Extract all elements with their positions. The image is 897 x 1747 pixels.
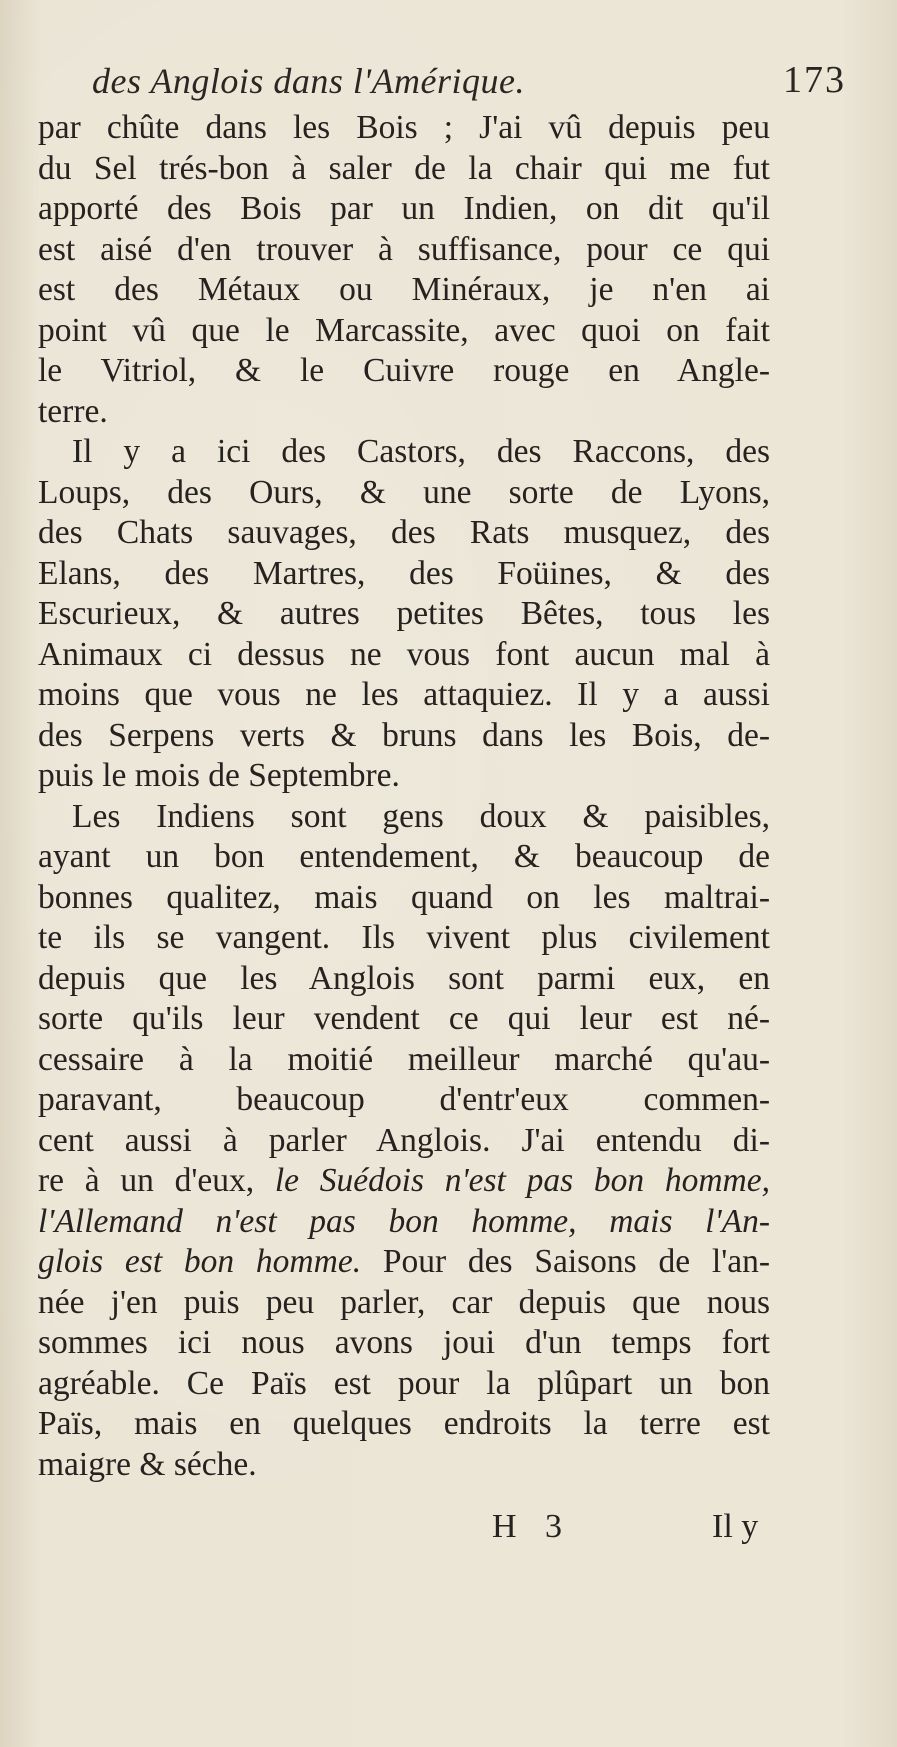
text-run: moins que vous ne les attaquiez. Il y a aussi [38,676,770,713]
text-line [38,1283,770,1324]
text-run: terre. [38,392,108,430]
text-line [38,473,770,514]
text-line [38,675,770,716]
text-run: ayant un bon entendement, & beaucoup de [38,838,770,875]
text-run: sommes ici nous avons joui d'un temps fort [38,1324,770,1361]
text-line [38,351,770,392]
text-run: point vû que le Marcassite, avec quoi on fait [38,311,770,349]
text-line [38,392,770,433]
running-head: des Anglois dans l'Amérique. [92,61,526,101]
page-header [86,56,846,102]
text-run: Païs, mais en quelques endroits la terre est [38,1405,770,1442]
text-line [38,1202,770,1243]
text-line [38,1121,770,1162]
italic-quote: glois est bon homme. [38,1243,362,1280]
text-run: Loups, des Ours, & une sorte de Lyons, [38,473,770,511]
text-line [38,756,770,797]
text-run: maigre & séche. [38,1445,257,1483]
page-footer [0,1508,897,1554]
text-run: Animaux ci dessus ne vous font aucun mal à [38,635,770,673]
text-line [38,1040,770,1081]
text-line [38,999,770,1040]
text-line [38,716,770,757]
text-line [38,513,770,554]
text-line [38,554,770,595]
text-line [38,230,770,271]
text-run: est aisé d'en trouver à suffisance, pour ce qui [38,230,770,268]
catchword: Il y [712,1508,759,1545]
text-line [38,878,770,919]
text-run: sorte qu'ils leur vendent ce qui leur est né- [38,1000,770,1037]
text-line [38,1364,770,1405]
text-line [38,432,770,473]
text-line [38,1404,770,1445]
text-run: Il y a ici des Castors, des Raccons, des [72,433,770,470]
text-line [38,108,770,149]
text-run: Elans, des Martres, des Foüines, & des [38,554,770,592]
text-run: cessaire à la moitié meilleur marché qu'au- [38,1040,770,1078]
text-line [38,959,770,1000]
text-line [38,1242,770,1283]
signature-mark: H 3 [492,1508,573,1545]
text-line [38,1323,770,1364]
text-run: apporté des Bois par un Indien, on dit qu'il [38,190,770,227]
text-run: depuis que les Anglois sont parmi eux, en [38,959,770,997]
text-run: est des Métaux ou Minéraux, je n'en ai [38,271,770,308]
text-line [38,837,770,878]
text-line [38,189,770,230]
text-line [38,270,770,311]
text-run: des Serpens verts & bruns dans les Bois, de- [38,716,770,754]
text-run: par chûte dans les Bois ; J'ai vû depuis peu [38,109,770,146]
text-run: agréable. Ce Païs est pour la plûpart un bon [38,1364,770,1402]
text-run: paravant, beaucoup d'entr'eux commen- [38,1081,770,1118]
text-run: te ils se vangent. Ils vivent plus civilement [38,919,770,956]
text-line [38,635,770,676]
text-line [38,918,770,959]
text-run: née j'en puis peu parler, car depuis que nous [38,1283,770,1321]
text-run: puis le mois de Septembre. [38,757,400,794]
body-text [38,108,770,1485]
text-run: cent aussi à parler Anglois. J'ai entendu di- [38,1121,770,1159]
text-run: des Chats sauvages, des Rats musquez, des [38,514,770,551]
text-line [38,149,770,190]
text-run: bonnes qualitez, mais quand on les maltrai- [38,878,770,916]
text-run: Escurieux, & autres petites Bêtes, tous les [38,595,770,632]
italic-quote: l'Allemand n'est pas bon homme, mais l'An- [38,1202,770,1240]
text-run: Pour des Saisons de l'an- [361,1243,771,1280]
page-number: 173 [783,59,846,101]
text-line [38,594,770,635]
text-line [38,1080,770,1121]
text-run: le Vitriol, & le Cuivre rouge en Angle- [38,352,770,389]
text-line [38,1445,770,1486]
text-run: re à un d'eux, [38,1162,275,1199]
italic-quote: le Suédois n'est pas bon homme, [274,1162,770,1199]
text-line [38,797,770,838]
text-line [38,311,770,352]
text-run: du Sel trés-bon à saler de la chair qui me fut [38,149,770,187]
text-line [38,1161,770,1202]
text-run: Les Indiens sont gens doux & paisibles, [72,797,770,835]
